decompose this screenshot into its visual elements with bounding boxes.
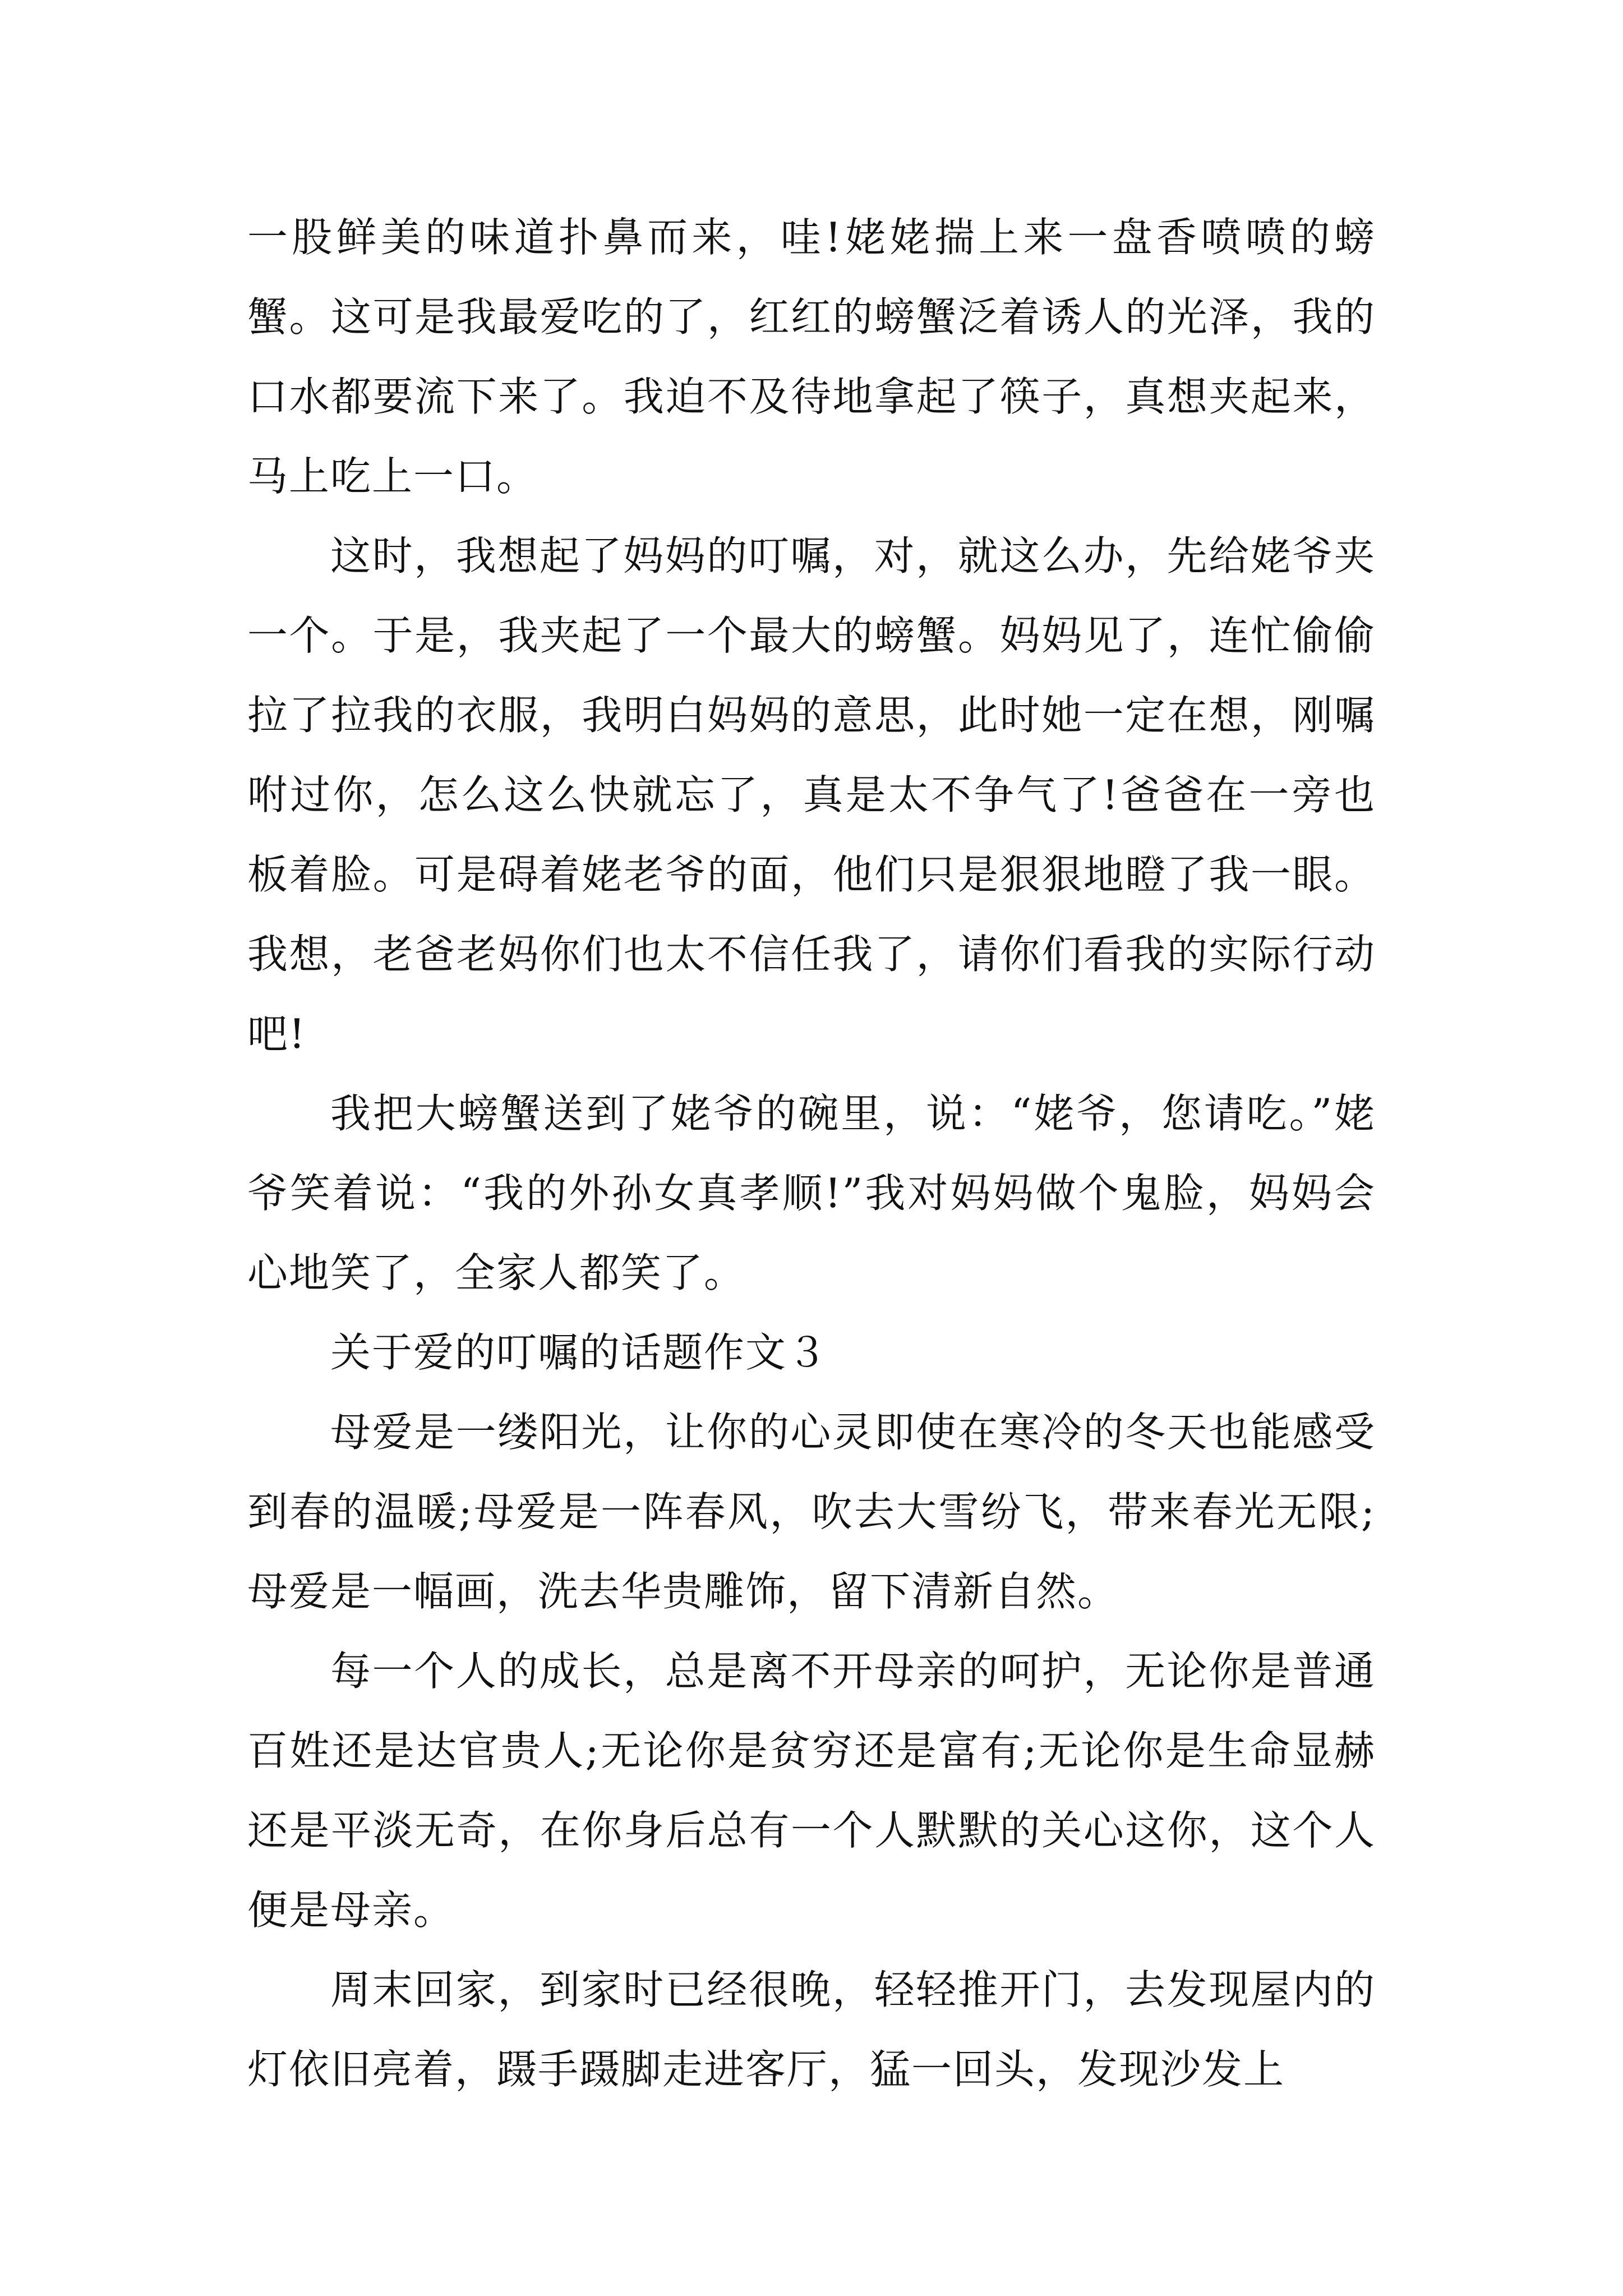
paragraph-mother-love: 母爱是一缕阳光，让你的心灵即使在寒冷的冬天也能感受到春的温暖;母爱是一阵春风，吹去大雪纷飞，带来春光无限;母爱是一幅画，洗去华贵雕饰，留下清新自然。 (247, 1409, 1376, 1615)
paragraph-crab-intro: 一股鲜美的味道扑鼻而来，哇!姥姥揣上来一盘香喷喷的螃蟹。这可是我最爱吃的了，红红的螃蟹泛着诱人的光泽，我的口水都要流下来了。我迫不及待地拿起了筷子，真想夹起来，马上吃上一口。 (247, 214, 1376, 500)
paragraph-grandpa-reply: 我把大螃蟹送到了姥爷的碗里，说：“姥爷，您请吃。”姥爷笑着说：“我的外孙女真孝顺!”我对妈妈做个鬼脸，妈妈会心地笑了，全家人都笑了。 (247, 1090, 1376, 1296)
document-body (247, 197, 1376, 2109)
paragraph-growth: 每一个人的成长，总是离不开母亲的呵护，无论你是普通百姓还是达官贵人;无论你是贫穷还是富有;无论你是生命显赫还是平淡无奇，在你身后总有一个人默默的关心这你，这个人便是母亲。 (247, 1648, 1376, 1934)
section-heading: 关于爱的叮嘱的话题作文３ (330, 1329, 829, 1376)
paragraph-mother-reminder: 这时，我想起了妈妈的叮嘱，对，就这么办，先给姥爷夹一个。于是，我夹起了一个最大的螃蟹。妈妈见了，连忙偷偷拉了拉我的衣服，我明白妈妈的意思，此时她一定在想，刚嘱咐过你，怎么这么快就忘了，真是太不争气了!爸爸在一旁也板着脸。可是碍着姥老爷的面，他们只是狠狠地瞪了我一眼。我想，老爸老妈你们也太不信任我了，请你们看我的实际行动吧! (247, 532, 1376, 1057)
paragraph-weekend: 周末回家，到家时已经很晚，轻轻推开门，去发现屋内的灯依旧亮着，蹑手蹑脚走进客厅，猛一回头，发现沙发上 (247, 1966, 1376, 2093)
